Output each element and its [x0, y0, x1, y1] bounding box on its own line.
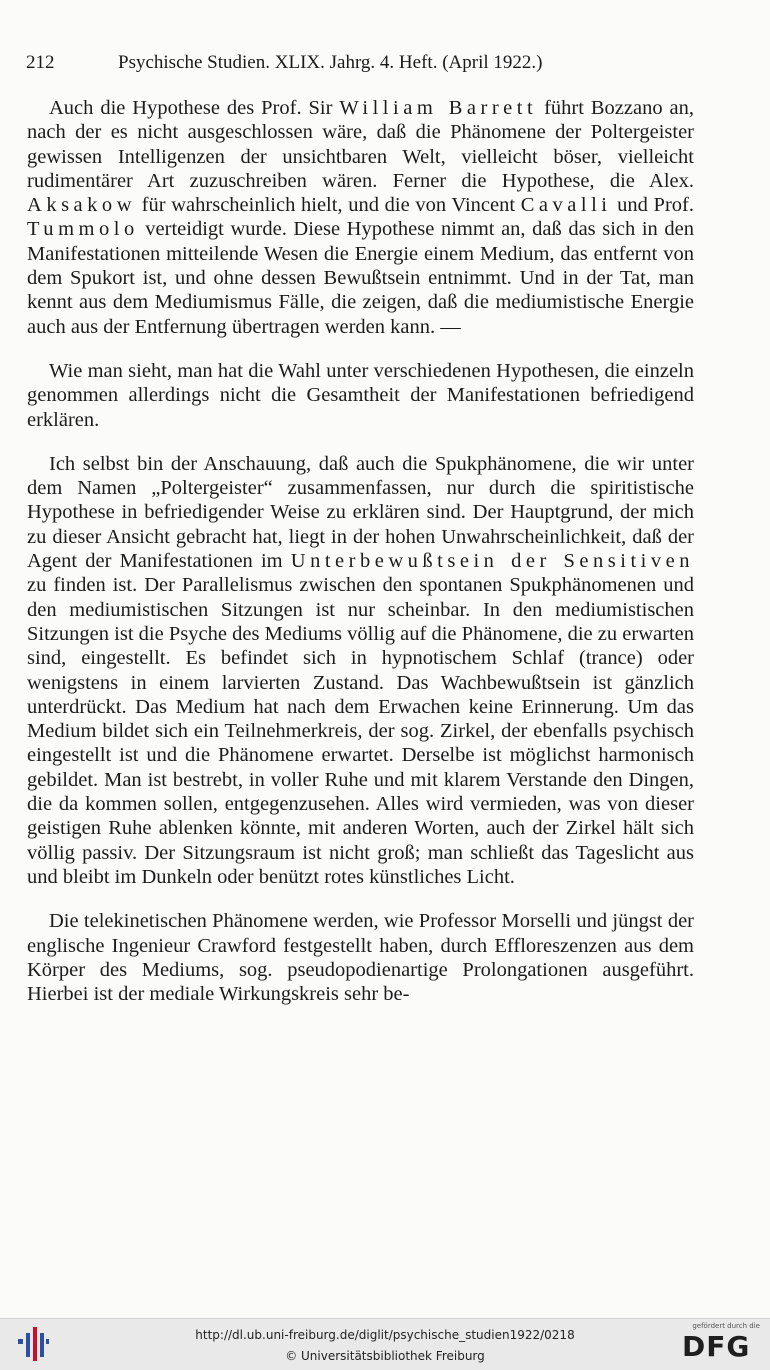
library-logo-icon[interactable] — [16, 1325, 50, 1363]
paragraph-1 — [27, 96, 694, 339]
page-header — [26, 52, 726, 82]
body-text — [27, 96, 694, 1006]
dfg-logo[interactable] — [676, 1320, 766, 1366]
spaced-name-aksakow: Aksakow — [27, 194, 137, 217]
spaced-name-cavalli: Cavalli — [520, 194, 612, 217]
text-run: zu finden ist. Der Parallelismus zwischen den spontanen Spukphänomenen und den mediumistischen Sitzungen ist nur scheinbar. In den mediumistischen Sitzungen ist die Psyche des Mediums völlig auf die Phänomene, die zu erwarten sind, eingestellt. Es befindet sich in hypnotischem Schlaf (trance) oder wenigstens in einem larvierten Zustand. Das Wachbewußtsein ist gänzlich unterdrückt. Das Medium hat nach dem Erwachen keine Erinnerung. Um das Medium bildet sich ein Teilnehmerkreis, der sog. Zirkel, der ebenfalls psychisch eingestellt ist und die Phänomene erwartet. Derselbe ist möglichst harmonisch gebildet. Man ist bestrebt, in voller Ruhe und mit klarem Verstande den Dingen, die da kommen sollen, entgegenzusehen. Alles wird vermieden, was von dieser geistigen Ruhe ablenken könnte, mit anderen Worten, auch der Zirkel hält sich völlig passiv. Der Sitzungsraum ist nicht groß; man schließt das Tageslicht aus und bleibt im Dunkeln oder benützt rotes künstliches Licht. — [27, 574, 694, 888]
text-run: Ich selbst bin der Anschauung, daß auch die Spukphänomene, die wir unter dem Namen „Poltergeister“ zusammenfassen, nur durch die spiritistische Hypothese in befriedigender Weise zu erklären sind. Der Hauptgrund, der mich zu dieser Ansicht gebracht hat, liegt in der hohen Unwahrscheinlichkeit, daß der Agent der Manifestationen im — [27, 452, 694, 573]
text-run: und Prof. — [611, 194, 694, 217]
permalink-url[interactable]: http://dl.ub.uni-freiburg.de/diglit/psychische_studien1922/0218 — [195, 1328, 575, 1342]
viewer-footer — [0, 1318, 770, 1370]
spaced-name-tummolo: Tummolo — [27, 218, 139, 241]
text-run: Auch die Hypothese des Prof. Sir — [49, 97, 340, 119]
text-run: führt Bozzano an, nach der es nicht ausgeschlossen wäre, daß die Phänomene der Poltergeister gewissen Intelligenzen der unsichtbaren Welt, vielleicht böser, vielleicht rudimentärer Art zuzuschreiben wären. Ferner die Hypothese, die Alex. — [27, 97, 694, 192]
copyright-notice: © Universitätsbibliothek Freiburg — [285, 1349, 485, 1363]
running-title: Psychische Studien. XLIX. Jahrg. 4. Heft. (April 1922.) — [118, 52, 543, 73]
dfg-tagline: gefördert durch die — [692, 1322, 760, 1330]
spaced-name-barrett: William Barrett — [339, 97, 538, 119]
paragraph-2: Wie man sieht, man hat die Wahl unter verschiedenen Hypothesen, die einzeln genommen allerdings nicht die Gesamtheit der Manifestationen befriedigend erklären. — [27, 359, 694, 431]
text-run: für wahrscheinlich hielt, und die von Vincent — [136, 194, 521, 217]
paragraph-3 — [27, 452, 694, 889]
text-run: verteidigt wurde. Diese Hypothese nimmt an, daß das sich in den Manifestationen mitteilende Wesen die Energie einem Medium, das entfernt von dem Spukort ist, und ohne dessen Bewußtsein entnimmt. Und in der Tat, man kennt aus dem Mediumismus Fälle, die zeigen, daß die mediumistische Energie auch aus der Entfernung übertragen werden kann. — — [27, 218, 694, 338]
paragraph-4: Die telekinetischen Phänomene werden, wie Professor Morselli und jüngst der englische Ingenieur Crawford festgestellt haben, durch Effloreszenzen aus dem Körper des Mediums, sog. pseudopodienartige Prolongationen ausgeführt. Hierbei ist der mediale Wirkungskreis sehr be- — [27, 910, 694, 1006]
spaced-phrase-unterbewusstsein: Unterbewußtsein der Sensitiven — [290, 550, 694, 573]
page-number: 212 — [26, 52, 55, 73]
dfg-wordmark: DFG — [682, 1330, 751, 1363]
